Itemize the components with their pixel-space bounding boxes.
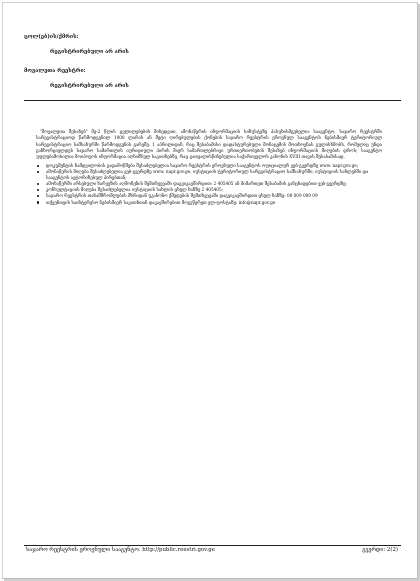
bullet-icon bbox=[37, 171, 39, 173]
bullet-text: ამონაწერის მიღება შესაძლებელია ვებ-გვერდზე www. napr.gov.ge, იუსტიციის ტერიტორიულ სარეგისტრაციო სამსახურში, იუსტიციის სახლებში და სააგენტოს ავტორიზებულ პირებთან; bbox=[46, 169, 369, 180]
footer-agency-link[interactable]: საჯარო რეესტრის ეროვნული სააგენტო. http://public.reestri.gov.ge bbox=[26, 547, 215, 553]
page-number: გვერდი: 2(2) bbox=[362, 547, 398, 553]
bullet-icon bbox=[37, 201, 39, 203]
bullet-text: კონსულტაციის მიღება შესაძლებელია იუსტიციის სახლის ცხელ ხაზზე 2 405405; bbox=[46, 187, 224, 193]
spouse-label: ცოლ(ებ)ის/ქმრის: bbox=[24, 34, 79, 40]
bullet-text: დოკუმენტის ნამდვილობის გადამოწმება შესაძლებელია საჯარო რეესტრის ეროვნული სააგენტოს ოფიციალურ ვებ-გვერდზე www. napr.gov.ge; bbox=[46, 163, 359, 168]
list-item bbox=[36, 169, 382, 180]
legal-notice-paragraph: "მოვალეთა შესახებ" მე-2 წლის ცვლილებების მიხედვით, ამონაწერის ინფორმაციის სიზუსტეზე პასუხისმგებელია სააგენტო, საჯარო რეესტრში სარეგისტრაციოდ წარმოდგენილ 1000 ლარის ან მეტი ღირებულების ქონების საჯარო რეესტრის ეროვნულ სააგენტოს ნებისმიერ ტერიტორიულ სარეგისტრაციო სამსახურში წარმოდგენის გარეშე. 1 აპრილიდან, რაც შესაბამისი დადასტურებული მონაცემის მოთხოვნას გულისხმობს, რომელიც უნდა განხორციელდეს საჯარო სამართლის იურიდიული პირის მიერ სამართლებრივი ურთიერთობების შესახებ ინფორმაციის მიღების დროს; სააგენტო უფლებამოსილია მოიპოვოს ინფორმაცია აღნიშნულ საკითხებზე, რაც გათვალისწინებულია საქართველოს კანონის XVIII თავის შესაბამისად. bbox=[36, 129, 382, 160]
list-item bbox=[36, 163, 382, 169]
bullet-text: საჯარო რეესტრის თანამშრომლების მხრიდან უკანონო ქმედების შემთხვევაში დაგვიკავშირდით ცხელ ხაზზე: 08 009 009 09 bbox=[46, 193, 318, 199]
list-item bbox=[36, 187, 382, 193]
info-bullet-list bbox=[36, 163, 382, 206]
bullet-icon bbox=[37, 189, 39, 191]
list-item bbox=[36, 181, 382, 187]
debtors-registry-label: მოვალეთა რეესტრი: bbox=[24, 68, 86, 74]
bullet-icon bbox=[37, 165, 39, 167]
bullet-icon bbox=[37, 183, 39, 185]
list-item bbox=[36, 193, 382, 199]
debtors-registry-value: რეგისტრირებული არ არის bbox=[50, 83, 129, 89]
footer-divider bbox=[24, 545, 401, 546]
bullet-text: ამონაწერში არსებული ხარვეზის აღმოჩენის შემთხვევაში დაგვიკავშირდით: 2 405405 ან მიმართეთ შესაბამის განცხადებით ვებ-გვერდზე; bbox=[46, 180, 347, 186]
bullet-icon bbox=[37, 195, 39, 197]
bullet-text: თქვენთვის საინტერესო ნებისმიერ საკითხთან დაკავშირებით მოგვწერეთ ელ-ფოსტაზე: info@napr.gov.ge bbox=[46, 199, 276, 205]
spouse-value: რეგისტრირებული არ არის bbox=[50, 49, 129, 55]
section-divider bbox=[24, 100, 401, 101]
list-item bbox=[36, 200, 382, 206]
